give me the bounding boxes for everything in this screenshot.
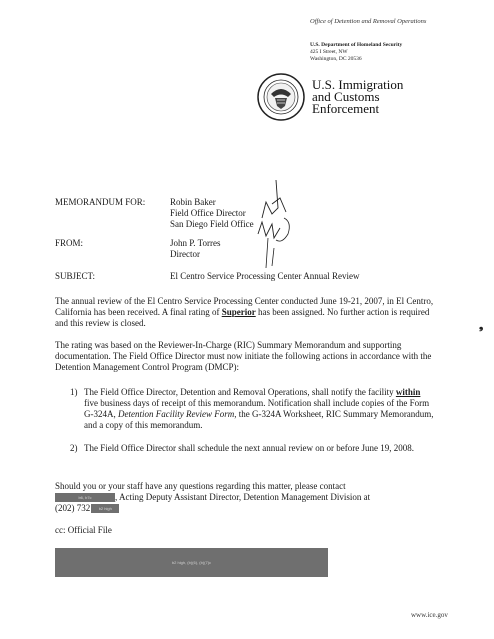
address-street: 425 I Street, NW — [310, 49, 348, 55]
item-1-within: within — [395, 387, 421, 397]
memo-subject: El Centro Service Processing Center Annual Review — [170, 271, 360, 281]
phone-prefix: (202) 732 — [55, 503, 91, 513]
address-block — [310, 42, 402, 63]
item-1-text-mid: five business days of receipt of this memorandum. Notification shall include copies of the Form G-324A, — [84, 398, 430, 419]
memo-from-title: Director — [170, 249, 200, 259]
margin-mark-icon: ❟ — [479, 320, 484, 332]
item-2-number: 2) — [70, 443, 78, 453]
memo-from-label: FROM: — [55, 238, 84, 248]
contact-paragraph — [55, 481, 450, 514]
item-1-text-end: , the G-324A Worksheet, RIC Summary Memorandum, and a copy of this memorandum. — [84, 409, 434, 430]
memo-for-name: Robin Baker — [170, 197, 216, 207]
redaction-block: b2 high, (b)(6), (b)(7)c — [55, 548, 328, 577]
item-2-text: The Field Office Director shall schedule the next annual review on or before June 19, 2008. — [84, 443, 414, 453]
p2-text: The rating was based on the Reviewer-In-Charge (RIC) Summary Memorandum and supporting documentation. The Field Office Director must now initiate the following actions in accordance with the Detention Management Control Program (DMCP): — [55, 340, 432, 372]
p1-text-end: has been assigned. No further action is required and this review is closed. — [55, 307, 430, 328]
address-city: Washington, DC 20536 — [310, 56, 362, 62]
agency-line-1: U.S. Immigration — [312, 77, 404, 92]
contact-title: , Acting Deputy Assistant Director, Detention Management Division at — [115, 492, 371, 502]
memo-for-label: MEMORANDUM FOR: — [55, 197, 146, 207]
office-name: Office of Detention and Removal Operations — [310, 18, 427, 25]
redaction-phone: b2 high — [91, 504, 119, 513]
paragraph-2 — [55, 340, 443, 373]
memo-subject-label: SUBJECT: — [55, 271, 96, 281]
contact-line-1: Should you or your staff have any questions regarding this matter, please contact — [55, 481, 346, 491]
department-name: U.S. Department of Homeland Security — [310, 42, 403, 48]
cc-line — [55, 525, 112, 536]
item-1-text-start: The Field Office Director, Detention and Removal Operations, shall notify the facility — [84, 387, 396, 397]
item-1-number: 1) — [70, 387, 78, 397]
memo-from-name: John P. Torres — [170, 238, 221, 248]
cc-text: cc: Official File — [55, 525, 112, 535]
rating-superior: Superior — [221, 307, 256, 317]
agency-name — [312, 79, 403, 115]
item-1-form-name: Detention Facility Review Form — [118, 409, 235, 419]
memo-for-title: Field Office Director — [170, 208, 246, 218]
agency-line-2: and Customs — [312, 89, 380, 104]
handwritten-signature-icon — [228, 178, 308, 268]
agency-line-3: Enforcement — [312, 101, 380, 116]
memo-for-office: San Diego Field Office — [170, 219, 254, 229]
dhs-seal-icon — [256, 72, 306, 122]
redaction-name: b6, b7c — [55, 493, 115, 502]
p1-text-start: The annual review of the El Centro Service Processing Center conducted June 19-21, 2007, in El Centro, California has been received. A final rating of — [55, 296, 434, 317]
footer-url: www.ice.gov — [411, 611, 448, 619]
paragraph-1 — [55, 296, 443, 329]
